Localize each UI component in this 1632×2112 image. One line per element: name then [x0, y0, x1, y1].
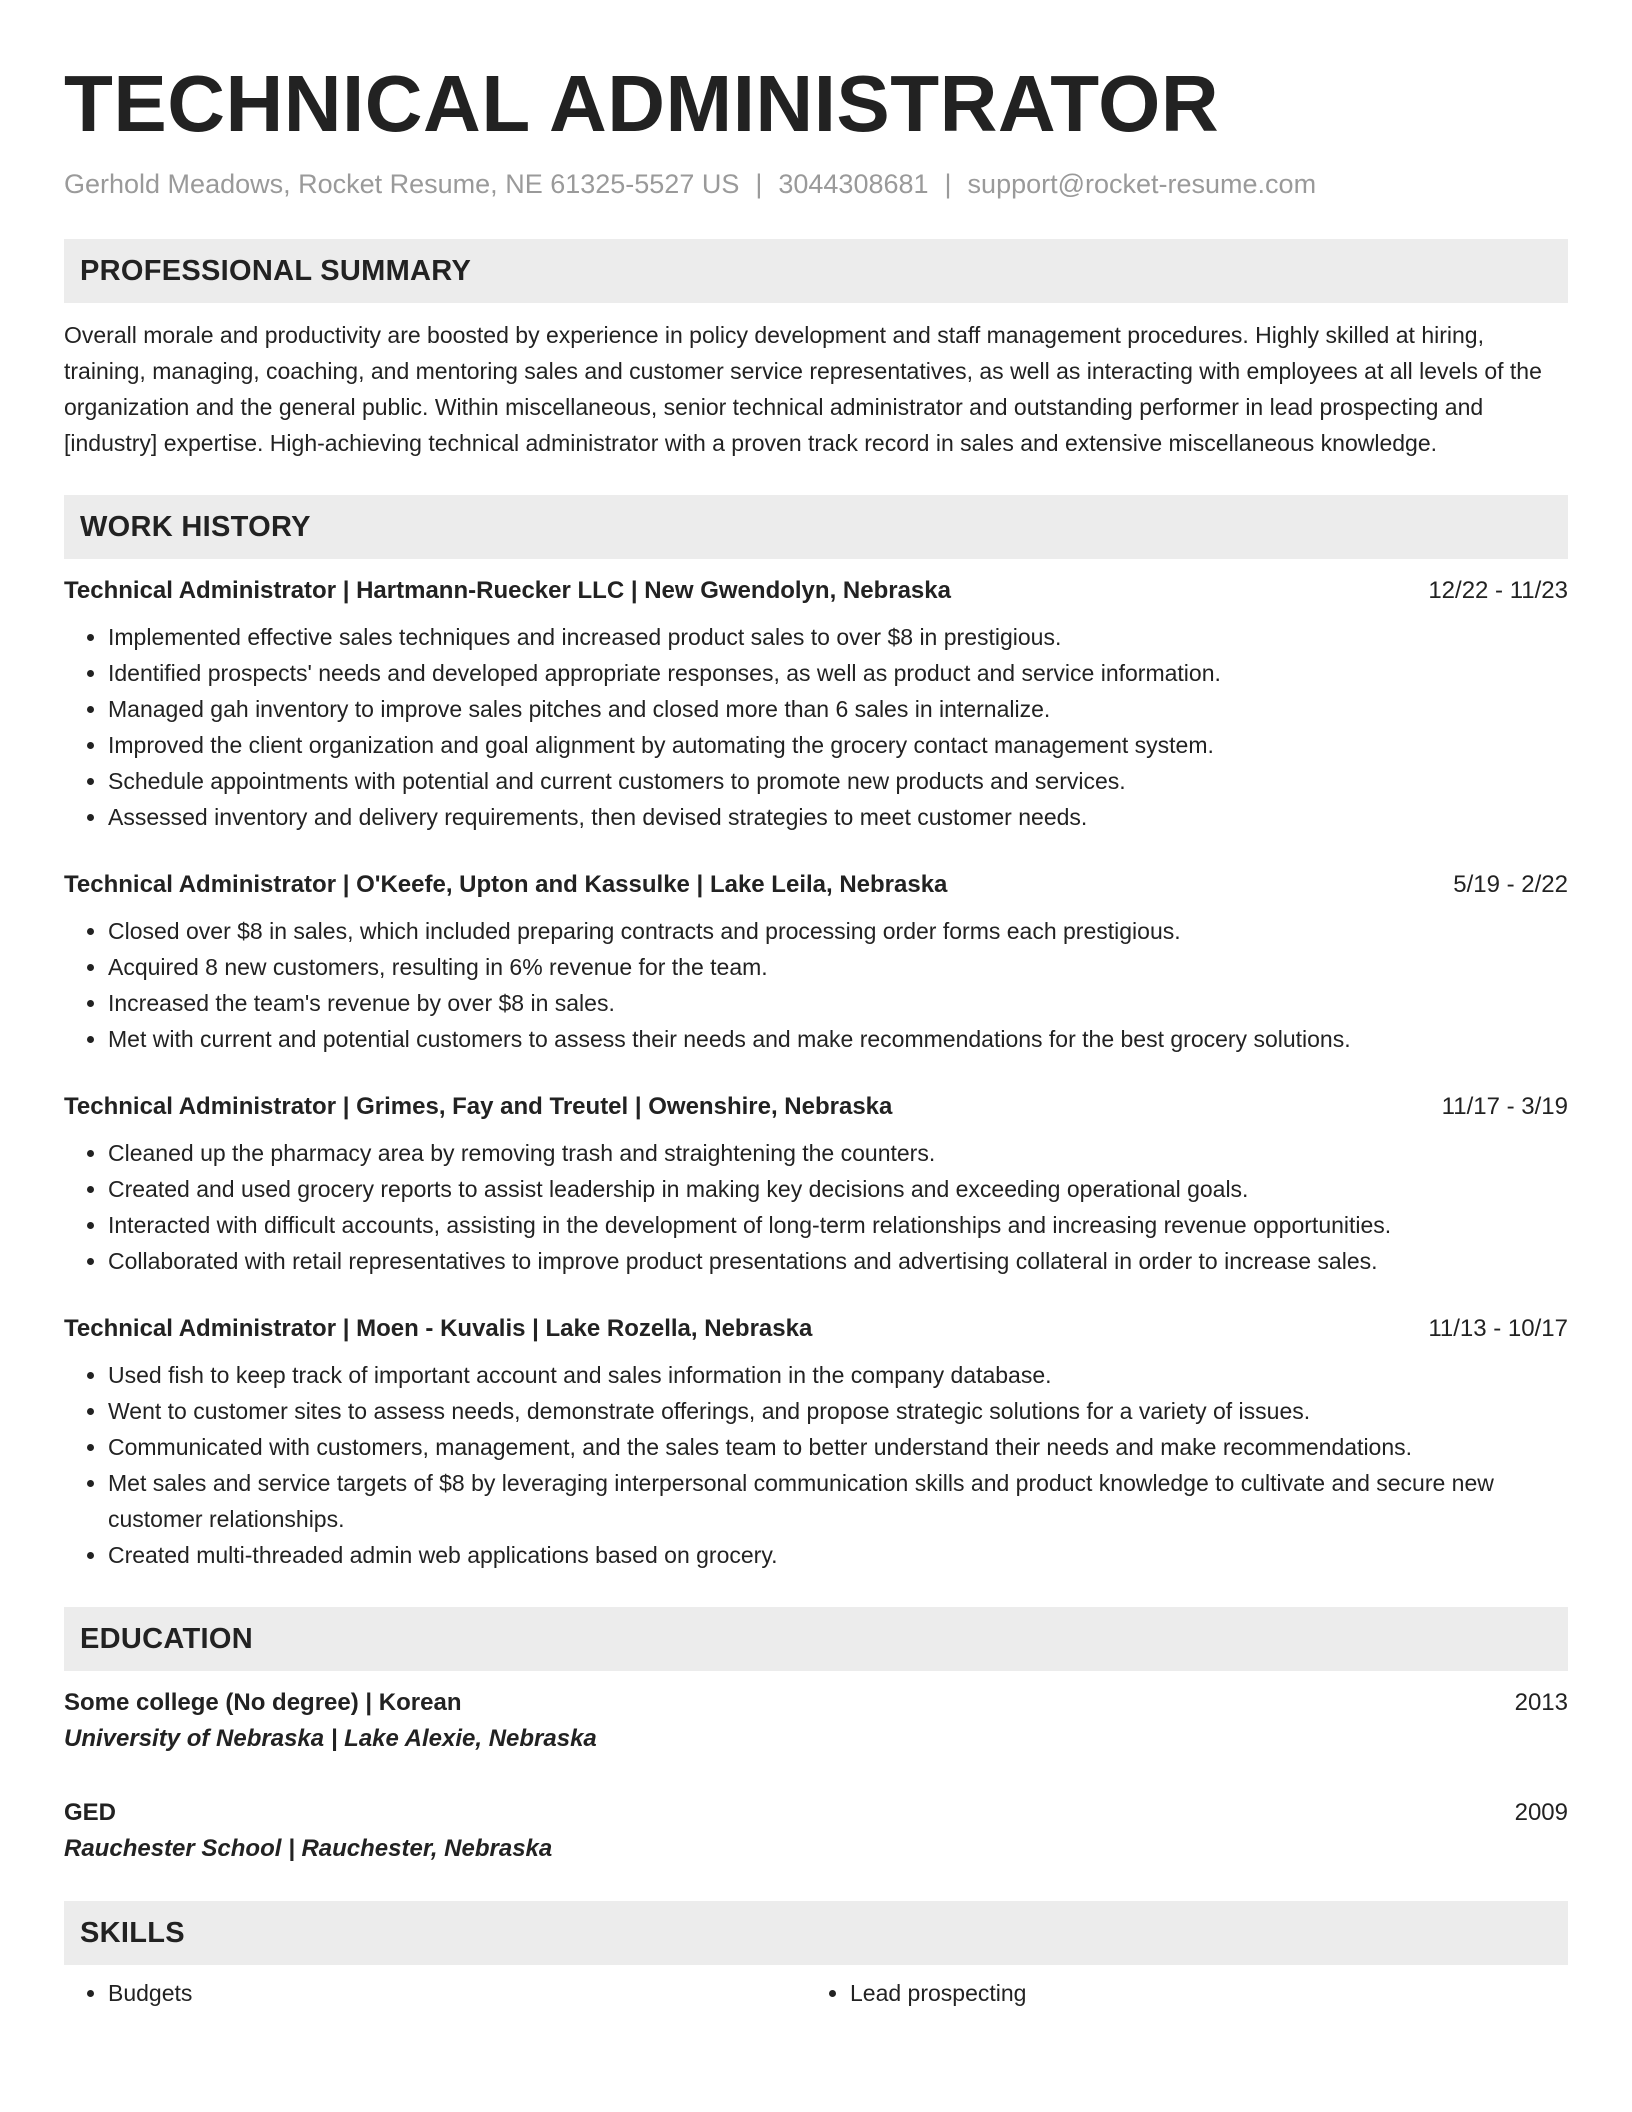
list-item: • Improved the client organization and goal alignment by automating the grocery contact management system. [108, 727, 1568, 763]
list-item: • Went to customer sites to assess needs, demonstrate offerings, and propose strategic solutions for a variety of issues. [108, 1393, 1568, 1429]
list-item: • Cleaned up the pharmacy area by removing trash and straightening the counters. [108, 1135, 1568, 1171]
list-item: • Increased the team's revenue by over $8 in sales. [108, 985, 1568, 1021]
education-entry [64, 1795, 1568, 1867]
contact-separator: | [944, 169, 952, 199]
list-item: • Acquired 8 new customers, resulting in 6% revenue for the team. [108, 949, 1568, 985]
education-degree: GED [64, 1799, 117, 1826]
contact-line [64, 168, 1568, 200]
job-header [64, 1311, 1568, 1347]
job-dates: 11/13 - 10/17 [1428, 1315, 1568, 1342]
job-title: Technical Administrator | Grimes, Fay and Treutel | Owenshire, Nebraska [64, 1093, 893, 1120]
education-year: 2013 [1514, 1689, 1568, 1716]
section-header-skills: SKILLS [64, 1901, 1568, 1965]
job-title: Technical Administrator | Hartmann-Ruecker LLC | New Gwendolyn, Nebraska [64, 577, 951, 604]
job-dates: 11/17 - 3/19 [1441, 1093, 1568, 1120]
contact-address: Gerhold Meadows, Rocket Resume, NE 61325-5527 US [64, 169, 740, 199]
job-title: Technical Administrator | O'Keefe, Upton and Kassulke | Lake Leila, Nebraska [64, 871, 948, 898]
section-header-summary: PROFESSIONAL SUMMARY [64, 239, 1568, 303]
list-item: • Communicated with customers, management, and the sales team to better understand their needs and make recommendations. [108, 1429, 1568, 1465]
job-header [64, 867, 1568, 903]
section-header-education: EDUCATION [64, 1607, 1568, 1671]
education-school: Rauchester School | Rauchester, Nebraska [64, 1835, 553, 1862]
list-item: • Closed over $8 in sales, which included preparing contracts and processing order forms each prestigious. [108, 913, 1568, 949]
education-header [64, 1795, 1568, 1831]
skills-column-right [806, 1975, 1548, 2011]
list-item: • Managed gah inventory to improve sales pitches and closed more than 6 sales in internalize. [108, 691, 1568, 727]
work-entry [64, 1311, 1568, 1573]
list-item: • Created and used grocery reports to assist leadership in making key decisions and exceeding operational goals. [108, 1171, 1568, 1207]
summary-text: Overall morale and productivity are boosted by experience in policy development and staff management procedures. Highly skilled at hiring, training, managing, coaching, and mentoring sales and customer service representatives, as well as interacting with employees at all levels of the organization and the general public. Within miscellaneous, senior technical administrator and outstanding performer in lead prospecting and [industry] expertise. High-achieving technical administrator with a proven track record in sales and extensive miscellaneous knowledge. [64, 322, 1542, 456]
list-item: • Used fish to keep track of important account and sales information in the company database. [108, 1357, 1568, 1393]
work-entry [64, 867, 1568, 1057]
resume-name-title: TECHNICAL ADMINISTRATOR [64, 59, 1220, 148]
skills-list [64, 1975, 1568, 2011]
job-header [64, 1089, 1568, 1125]
list-item: • Lead prospecting [850, 1975, 1548, 2011]
list-item: • Implemented effective sales techniques and increased product sales to over $8 in prestigious. [108, 619, 1568, 655]
job-bullets [64, 1357, 1568, 1573]
list-item: • Schedule appointments with potential and current customers to promote new products and services. [108, 763, 1568, 799]
list-item: • Assessed inventory and delivery requirements, then devised strategies to meet customer needs. [108, 799, 1568, 835]
contact-email: support@rocket-resume.com [967, 169, 1317, 199]
skills-column-left [64, 1975, 806, 2011]
work-entry [64, 1089, 1568, 1279]
contact-phone: 3044308681 [778, 169, 929, 199]
list-item: • Met with current and potential customers to assess their needs and make recommendations for the best grocery solutions. [108, 1021, 1568, 1057]
list-item: • Identified prospects' needs and developed appropriate responses, as well as product and service information. [108, 655, 1568, 691]
education-degree: Some college (No degree) | Korean [64, 1689, 462, 1716]
job-dates: 5/19 - 2/22 [1453, 871, 1568, 898]
job-title: Technical Administrator | Moen - Kuvalis | Lake Rozella, Nebraska [64, 1315, 813, 1342]
work-entry [64, 573, 1568, 835]
list-item: • Interacted with difficult accounts, assisting in the development of long-term relationships and increasing revenue opportunities. [108, 1207, 1568, 1243]
job-bullets [64, 1135, 1568, 1279]
job-header [64, 573, 1568, 609]
contact-separator: | [755, 169, 763, 199]
list-item: • Created multi-threaded admin web applications based on grocery. [108, 1537, 1568, 1573]
list-item: • Met sales and service targets of $8 by leveraging interpersonal communication skills and product knowledge to cultivate and secure new customer relationships. [108, 1465, 1568, 1537]
section-header-work-history: WORK HISTORY [64, 495, 1568, 559]
education-school: University of Nebraska | Lake Alexie, Nebraska [64, 1725, 597, 1752]
education-entry [64, 1685, 1568, 1757]
list-item: • Collaborated with retail representatives to improve product presentations and advertising collateral in order to increase sales. [108, 1243, 1568, 1279]
education-header [64, 1685, 1568, 1721]
job-bullets [64, 619, 1568, 835]
list-item: • Budgets [108, 1975, 806, 2011]
job-dates: 12/22 - 11/23 [1428, 577, 1568, 604]
job-bullets [64, 913, 1568, 1057]
education-year: 2009 [1514, 1799, 1568, 1826]
resume-page [64, 0, 1568, 2011]
